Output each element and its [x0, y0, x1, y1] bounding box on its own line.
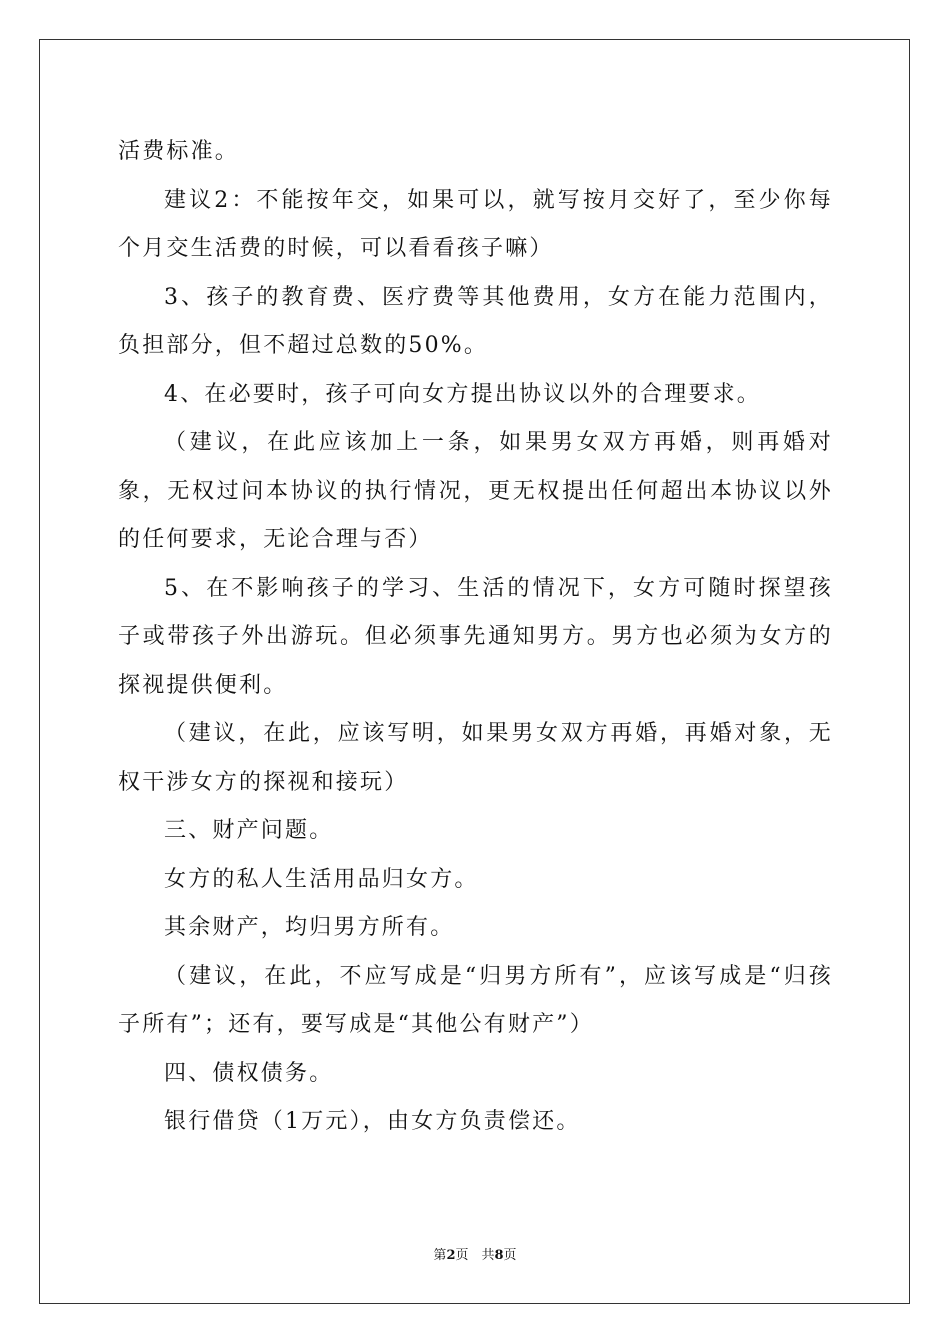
section-heading: 四、债权债务。	[164, 1060, 334, 1086]
paragraph: （建议，在此，应该写明，如果男女双方再婚，再婚对象，无权干涉女方的探视和接玩）	[118, 721, 833, 795]
paragraph: 4、在必要时，孩子可向女方提出协议以外的合理要求。	[164, 381, 761, 407]
paragraph: 5、在不影响孩子的学习、生活的情况下，女方可随时探望孩子或带孩子外出游玩。但必须事先通知男方。男方也必须为女方的探视提供便利。	[118, 575, 833, 698]
page-prefix: 第	[433, 1248, 447, 1263]
paragraph: （建议，在此应该加上一条，如果男女双方再婚，则再婚对象，无权过问本协议的执行情况，更无权提出任何超出本协议以外的任何要求，无论合理与否）	[118, 430, 833, 552]
section-heading: 三、财产问题。	[164, 818, 334, 843]
paragraph: 活费标准。	[118, 139, 240, 164]
paragraph: 女方的私人生活用品归女方。	[164, 866, 479, 892]
page-current: 2	[446, 1248, 456, 1263]
page-suffix: 页	[503, 1248, 517, 1263]
paragraph: （建议，在此，不应写成是“归男方所有”，应该写成是“归孩子所有”；还有，要写成是“其他公有财产”）	[118, 963, 833, 1037]
page-footer	[0, 1247, 950, 1265]
page-total: 8	[494, 1248, 504, 1263]
paragraph: 建议2：不能按年交，如果可以，就写按月交好了，至少你每个月交生活费的时候，可以看看孩子嘛）	[118, 187, 833, 261]
paragraph: 银行借贷（1万元），由女方负责偿还。	[164, 1109, 581, 1134]
paragraph: 其余财产，均归男方所有。	[164, 915, 455, 940]
paragraph: 3、孩子的教育费、医疗费等其他费用，女方在能力范围内，负担部分，但不超过总数的50%。	[118, 284, 833, 358]
page-mid: 页 共	[455, 1248, 495, 1263]
document-body	[118, 128, 833, 1147]
